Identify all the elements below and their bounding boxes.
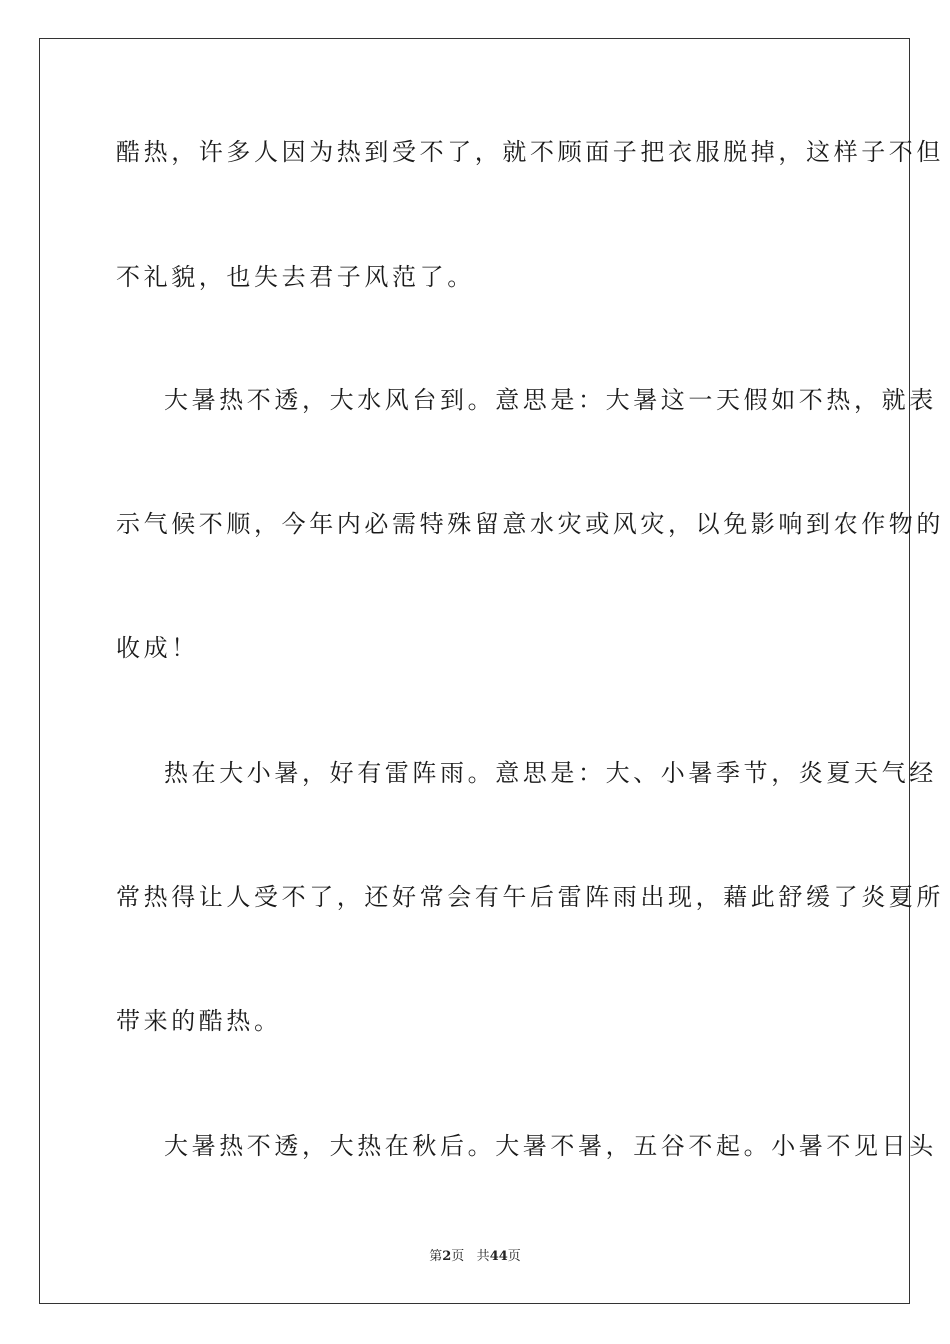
page-footer [0,1245,950,1264]
text-line: 常热得让人受不了，还好常会有午后雷阵雨出现，藉此舒缓了炎夏所 [116,883,944,911]
total-suffix: 页 [507,1249,521,1264]
text-line: 不礼貌，也失去君子风范了。 [116,263,475,291]
text-line: 带来的酷热。 [116,1007,282,1035]
text-line: 酷热，许多人因为热到受不了，就不顾面子把衣服脱掉，这样子不但 [116,138,944,166]
total-prefix: 共 [476,1249,490,1264]
paragraph-start-line: 热在大小暑，好有雷阵雨。意思是：大、小暑季节，炎夏天气经 [164,759,937,787]
current-page-number: 2 [442,1249,452,1264]
paragraph-start-line: 大暑热不透，大水风台到。意思是：大暑这一天假如不热，就表 [164,386,937,414]
page-prefix: 第 [429,1249,443,1264]
page-border [39,38,910,1304]
paragraph-start-line: 大暑热不透，大热在秋后。大暑不暑，五谷不起。小暑不见日头 [164,1132,937,1160]
total-pages-number: 44 [489,1249,508,1264]
text-line: 收成！ [116,634,199,662]
text-line: 示气候不顺，今年内必需特殊留意水灾或风灾，以免影响到农作物的 [116,510,944,538]
page-suffix: 页 [451,1249,465,1264]
